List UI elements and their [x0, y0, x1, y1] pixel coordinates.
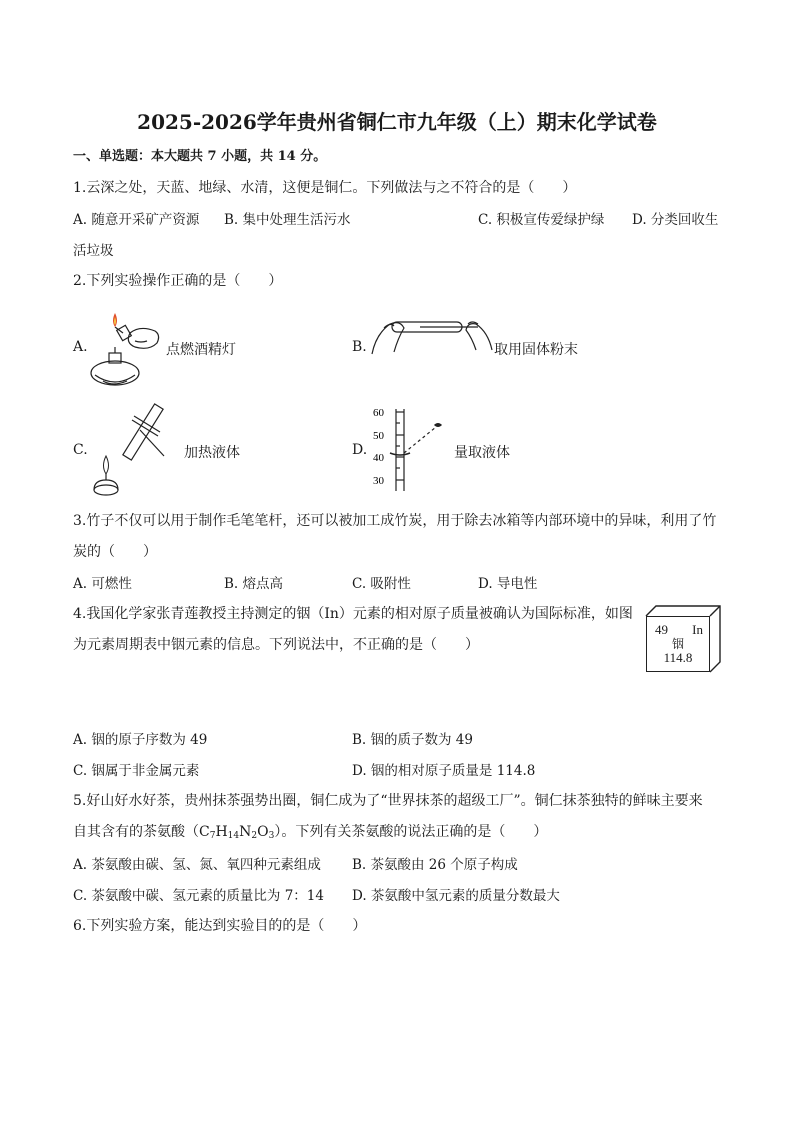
cylinder-tick-40: 40	[373, 452, 384, 464]
formula-sub-n: 2	[251, 831, 258, 841]
question-3-stem-line2: 炭的（ ）	[73, 544, 157, 560]
page-title: 2025-2026学年贵州省铜仁市九年级（上）期末化学试卷	[137, 110, 657, 134]
q3-option-a: A. 可燃性	[73, 576, 132, 592]
q1-option-d: D. 分类回收生	[632, 212, 719, 228]
q2-option-c-caption: 加热液体	[184, 445, 240, 461]
cylinder-tick-60: 60	[373, 407, 384, 419]
q1-option-c: C. 积极宣传爱绿护绿	[478, 212, 605, 228]
question-2-stem: 2.下列实验操作正确的是（ ）	[73, 273, 283, 289]
formula-sub-h: 14	[227, 831, 240, 841]
q3-option-b: B. 熔点高	[224, 576, 284, 592]
cylinder-tick-30: 30	[373, 475, 384, 487]
heating-liquid-illustration	[88, 400, 178, 498]
formula-n: N	[239, 824, 252, 840]
q5-option-a: A. 茶氨酸由碳、氢、氮、氧四种元素组成	[73, 857, 321, 873]
section-heading: 一、单选题：本大题共 7 小题，共 14 分。	[73, 149, 327, 164]
q4-option-b: B. 铟的质子数为 49	[352, 732, 473, 748]
element-name: 铟	[671, 637, 684, 651]
element-atomic-number: 49	[655, 622, 668, 637]
cylinder-tick-50: 50	[373, 430, 384, 442]
question-5-stem-line1: 5.好山好水好茶，贵州抹茶强势出圈，铜仁成为了“世界抹茶的超级工厂”。铜仁抹茶独特的鲜味主要来	[73, 793, 703, 809]
formula-sub-o: 3	[268, 831, 275, 841]
q2-option-c-letter: C.	[73, 442, 88, 458]
q3-option-c: C. 吸附性	[352, 576, 411, 592]
question-6-stem: 6.下列实验方案，能达到实验目的的是（ ）	[73, 918, 367, 934]
formula-o: O	[257, 824, 269, 840]
element-symbol: In	[692, 622, 703, 637]
q5-option-c: C. 茶氨酸中碳、氢元素的质量比为 7：14	[73, 888, 324, 904]
q3-option-d: D. 导电性	[478, 576, 538, 592]
q2-option-a-caption: 点燃酒精灯	[166, 342, 236, 358]
q2-option-a-letter: A.	[73, 339, 88, 355]
solid-powder-illustration	[370, 314, 494, 364]
q5-line2-suffix: ）。下列有关茶氨酸的说法正确的是（ ）	[274, 824, 548, 840]
q1-option-b: B. 集中处理生活污水	[224, 212, 351, 228]
graduated-cylinder-illustration	[370, 407, 450, 493]
indium-element-card	[646, 616, 710, 672]
q1-option-d-wrap: 活垃圾	[73, 243, 114, 259]
question-1-stem: 1.云深之处，天蓝、地绿、水清，这便是铜仁。下列做法与之不符合的是（ ）	[73, 180, 577, 196]
q4-option-d: D. 铟的相对原子质量是 114.8	[352, 763, 536, 779]
q2-option-b-caption: 取用固体粉末	[494, 342, 578, 358]
q4-option-a: A. 铟的原子序数为 49	[73, 732, 208, 748]
question-4-stem-line2: 为元素周期表中铟元素的信息。下列说法中，不正确的是（ ）	[73, 637, 479, 653]
q2-option-d-caption: 量取液体	[454, 445, 510, 461]
q1-option-a: A. 随意开采矿产资源	[73, 212, 200, 228]
q5-option-d: D. 茶氨酸中氢元素的质量分数最大	[352, 888, 560, 904]
question-3-stem-line1: 3.竹子不仅可以用于制作毛笔笔杆，还可以被加工成竹炭，用于除去冰箱等内部环境中的异味，利用了竹	[73, 513, 717, 529]
q2-option-b-letter: B.	[352, 339, 367, 355]
question-4-stem-line1: 4.我国化学家张青莲教授主持测定的铟（In）元素的相对原子质量被确认为国际标准，如图	[73, 606, 633, 622]
alcohol-lamp-ignition-illustration	[85, 303, 165, 391]
q5-line2-prefix: 自其含有的茶氨酸（C	[73, 824, 210, 840]
q4-option-c: C. 铟属于非金属元素	[73, 763, 200, 779]
element-atomic-mass: 114.8	[663, 650, 693, 665]
question-5-stem-line2	[73, 821, 547, 841]
q5-option-b: B. 茶氨酸由 26 个原子构成	[352, 857, 518, 873]
q2-option-d-letter: D.	[352, 442, 368, 458]
formula-sub-c: 7	[209, 831, 216, 841]
formula-h: H	[215, 824, 228, 840]
